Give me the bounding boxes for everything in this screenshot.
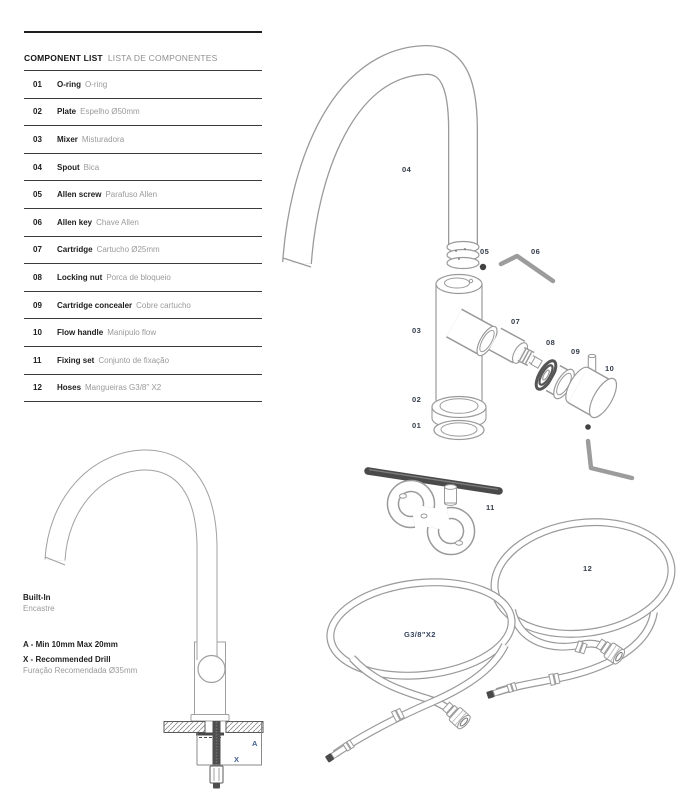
component-name-en: Hoses [57, 383, 82, 393]
allen-screw [480, 264, 486, 270]
dim-label-a: A [252, 739, 258, 748]
component-number: 06 [33, 217, 42, 227]
component-name-pt: Espelho Ø50mm [80, 107, 140, 117]
part-label-12: 12 [583, 564, 593, 573]
component-row [24, 126, 262, 154]
part-label-08: 08 [546, 338, 556, 347]
allen-key [588, 441, 632, 478]
component-row [24, 292, 262, 320]
component-number: 05 [33, 190, 42, 200]
component-name-pt: Chave Allen [96, 217, 139, 227]
part-label-05: 05 [480, 247, 490, 256]
component-name-pt: Cobre cartucho [136, 300, 191, 310]
component-number: 04 [33, 162, 42, 172]
part-label-04: 04 [402, 165, 412, 174]
component-number: 08 [33, 272, 42, 282]
component-name-en: Flow handle [57, 328, 104, 338]
part-label-03: 03 [412, 326, 422, 335]
built-in-diagram [45, 460, 263, 789]
component-row [24, 181, 262, 209]
component-name-en: Allen key [57, 217, 93, 227]
component-row [24, 154, 262, 182]
component-number: 12 [33, 383, 42, 393]
component-number: 07 [33, 245, 42, 255]
component-row [24, 347, 262, 375]
component-name-en: Plate [57, 107, 77, 117]
part-label-06: 06 [531, 247, 541, 256]
component-name-en: Fixing set [57, 355, 95, 365]
component-row [24, 237, 262, 265]
component-name-en: Cartridge [57, 245, 93, 255]
component-list [24, 31, 262, 402]
component-row [24, 209, 262, 237]
part-label-10: 10 [605, 364, 615, 373]
dim-label-x: X [234, 755, 240, 764]
built-in-title-en: Built-In [23, 593, 51, 602]
part-label-01: 01 [412, 421, 422, 430]
component-name-en: Cartridge concealer [57, 300, 133, 310]
hose-nut-fitting [594, 636, 626, 665]
allen-screw [585, 424, 591, 430]
component-row [24, 71, 262, 99]
component-number: 10 [33, 328, 42, 338]
main-faucet-diagram [283, 60, 632, 478]
component-number: 03 [33, 134, 42, 144]
built-in-title-pt: Encastre [23, 604, 55, 613]
component-name-pt: Manipulo flow [107, 328, 157, 338]
fixing-set-diagram [368, 470, 499, 549]
note-dim-x-title: X - Recommended Drill [23, 655, 111, 664]
component-name-pt: Misturadora [81, 134, 125, 144]
component-row [24, 319, 262, 347]
component-list-header [24, 31, 262, 71]
component-row [24, 375, 262, 403]
component-name-en: Spout [57, 162, 80, 172]
component-list-title-en: COMPONENT LIST [24, 53, 103, 63]
hose-spec-label: G3/8"X2 [404, 630, 436, 639]
component-name-pt: Porca de bloqueio [106, 272, 171, 282]
component-number: 09 [33, 300, 42, 310]
component-number: 01 [33, 79, 42, 89]
component-name-pt: Parafuso Allen [105, 190, 158, 200]
part-label-02: 02 [412, 395, 422, 404]
part-label-11: 11 [486, 503, 495, 512]
component-name-en: O-ring [57, 79, 81, 89]
component-name-pt: Bica [83, 162, 100, 172]
component-name-en: Mixer [57, 134, 78, 144]
component-name-pt: Conjunto de fixação [98, 355, 170, 365]
component-list-title-pt: LISTA DE COMPONENTES [107, 53, 218, 63]
component-name-pt: Mangueiras G3/8" X2 [85, 383, 162, 393]
component-number: 11 [33, 355, 42, 365]
component-name-pt: O-ring [85, 79, 108, 89]
component-name-pt: Cartucho Ø25mm [96, 245, 160, 255]
component-row [24, 99, 262, 127]
note-dim-x-pt: Furação Recomendada Ø35mm [23, 666, 138, 675]
hoses-diagram [325, 511, 679, 763]
hose-male-fitting [325, 740, 355, 763]
component-name-en: Allen screw [57, 190, 102, 200]
part-label-09: 09 [571, 347, 581, 356]
allen-key [501, 256, 553, 281]
component-row [24, 264, 262, 292]
part-label-07: 07 [511, 317, 521, 326]
component-name-en: Locking nut [57, 272, 103, 282]
hose-male-fitting [486, 682, 517, 699]
note-dim-a: A - Min 10mm Max 20mm [23, 640, 118, 649]
component-number: 02 [33, 107, 42, 117]
